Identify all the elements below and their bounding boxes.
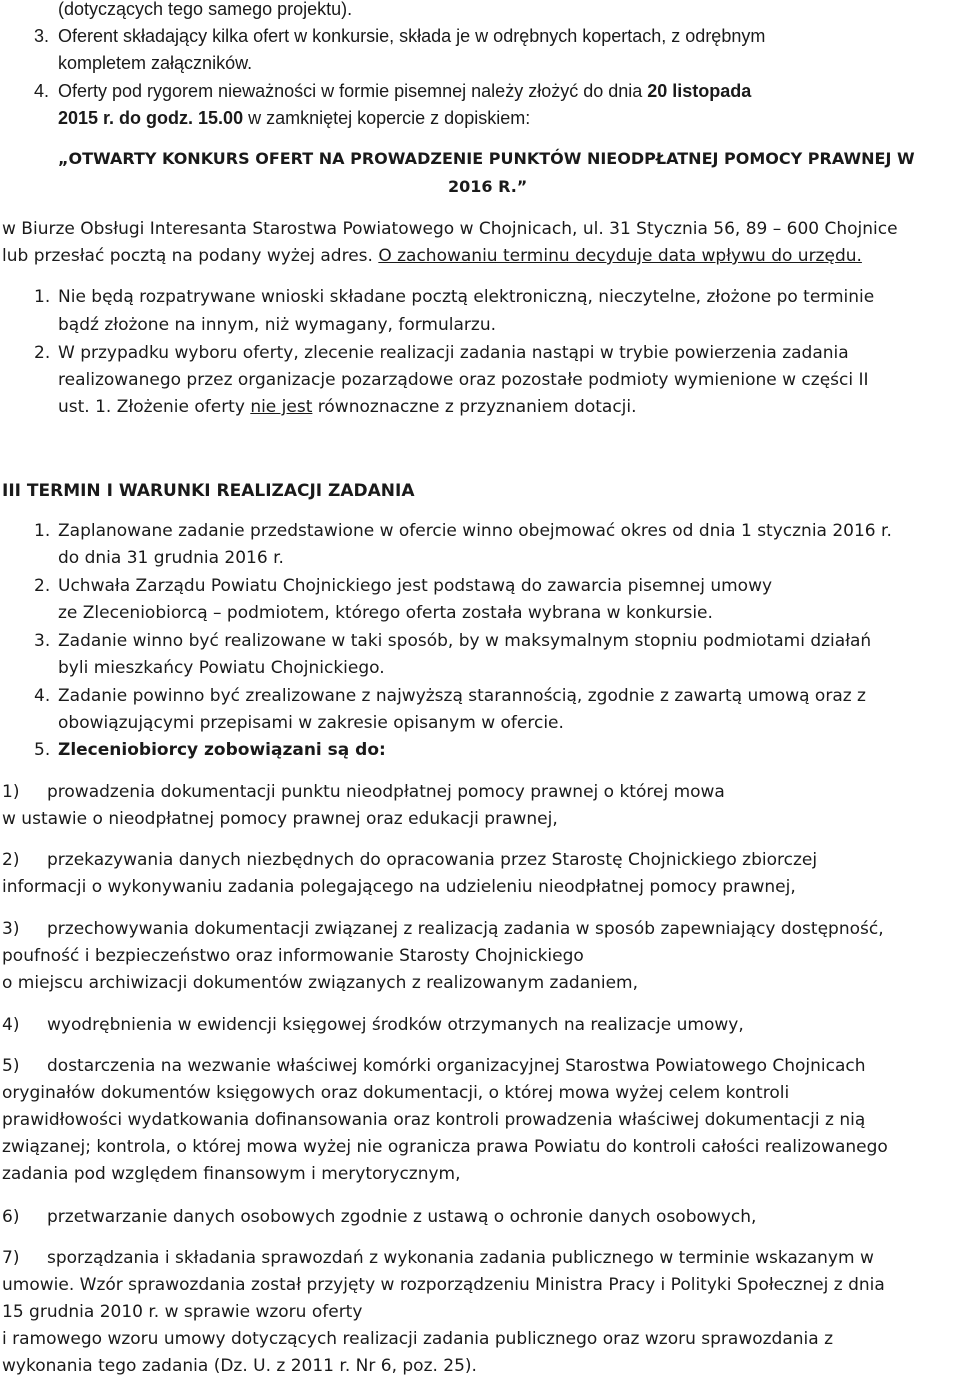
address-line (2, 243, 862, 269)
deadline-note: O zachowaniu terminu decyduje data wpływu do urzędu. (378, 246, 862, 266)
obligation-line: sporządzania i składania sprawozdań z wykonania zadania publicznego w terminie wskazanym w (47, 1248, 874, 1268)
term-line: Uchwała Zarządu Powiatu Chojnickiego jest podstawą do zawarcia pisemnej umowy (58, 576, 773, 596)
obligation-line: 15 grudnia 2010 r. w sprawie wzoru oferty (2, 1302, 363, 1322)
deadline-time: 2015 r. do godz. 15.00 (58, 108, 244, 128)
note-line (58, 394, 637, 420)
obligation-line: poufność i bezpieczeństwo oraz informowanie Starosty Chojnickiego (2, 946, 584, 966)
intro-item4-line (58, 105, 530, 131)
obligation-line: i ramowego wzoru umowy dotyczących realizacji zadania publicznego oraz wzoru sprawozdania z (2, 1329, 833, 1349)
term-line: ze Zleceniobiorcą – podmiotem, którego oferta została wybrana w konkursie. (58, 603, 713, 623)
term-line: Zaplanowane zadanie przedstawione w ofercie winno obejmować okres od dnia 1 stycznia 2016 r. (58, 521, 892, 541)
term-number: 2. (34, 576, 51, 596)
note-line: W przypadku wyboru oferty, zlecenie realizacji zadania nastąpi w trybie powierzenia zadania (58, 343, 849, 363)
intro-item4-line (58, 78, 751, 104)
obligation-line: przechowywania dokumentacji związanej z realizacją zadania w sposób zapewniający dostępność, (47, 919, 884, 939)
obligation-number: 4) (2, 1015, 20, 1035)
obligation-line: dostarczenia na wezwanie właściwej komórki organizacyjnej Starostwa Powiatowego Chojnicach (47, 1056, 866, 1076)
obligation-number: 6) (2, 1207, 20, 1227)
intro-text: Oferty pod rygorem nieważności w formie pisemnej należy złożyć do dnia (58, 81, 648, 101)
term-number: 5. (34, 740, 51, 760)
note-emphasis: nie jest (250, 397, 313, 417)
envelope-heading: 2016 R.” (448, 177, 528, 196)
obligation-line: wykonania tego zadania (Dz. U. z 2011 r. Nr 6, poz. 25). (2, 1356, 477, 1376)
note-text: równoznaczne z przyznaniem dotacji. (312, 397, 637, 417)
intro-item4-number: 4. (34, 81, 50, 101)
address-text: lub przesłać pocztą na podany wyżej adres. (2, 246, 379, 266)
term-line: byli mieszkańcy Powiatu Chojnickiego. (58, 658, 385, 678)
obligation-number: 2) (2, 850, 20, 870)
obligation-number: 7) (2, 1248, 20, 1268)
address-line: w Biurze Obsługi Interesanta Starostwa Powiatowego w Chojnicach, ul. 31 Stycznia 56, 89 – 600 Chojnice (2, 219, 898, 239)
deadline-date: 20 listopada (647, 81, 752, 101)
intro-item3-line: Oferent składający kilka ofert w konkursie, składa je w odrębnych kopertach, z odrębnym (58, 26, 766, 46)
obligation-line: związanej; kontrola, o której mowa wyżej nie ogranicza prawa Powiatu do kontroli całości realizowanego (2, 1137, 888, 1157)
obligation-line: prawidłowości wydatkowania dofinansowania oraz kontroli prowadzenia właściwej dokumentacji z nią (2, 1110, 866, 1130)
section-title: III TERMIN I WARUNKI REALIZACJI ZADANIA (2, 481, 415, 501)
intro-text: w zamkniętej kopercie z dopiskiem: (243, 108, 531, 128)
term-line: obowiązującymi przepisami w zakresie opisanym w ofercie. (58, 713, 564, 733)
term-line: Zleceniobiorcy zobowiązani są do: (58, 740, 386, 760)
intro-line: (dotyczących tego samego projektu). (58, 0, 353, 19)
obligation-line: o miejscu archiwizacji dokumentów związanych z realizowanym zadaniem, (2, 973, 638, 993)
term-line: Zadanie powinno być zrealizowane z najwyższą starannością, zgodnie z zawartą umową oraz z (58, 686, 866, 706)
obligation-line: informacji o wykonywaniu zadania polegającego na udzieleniu nieodpłatnej pomocy prawnej, (2, 877, 796, 897)
term-number: 4. (34, 686, 51, 706)
envelope-heading: „OTWARTY KONKURS OFERT NA PROWADZENIE PUNKTÓW NIEODPŁATNEJ POMOCY PRAWNEJ W (58, 149, 915, 168)
note-line: bądź złożone na innym, niż wymagany, formularzu. (58, 315, 496, 335)
note-number: 2. (34, 343, 51, 363)
obligation-line: przekazywania danych niezbędnych do opracowania przez Starostę Chojnickiego zbiorczej (47, 850, 818, 870)
obligation-number: 5) (2, 1056, 20, 1076)
obligation-number: 3) (2, 919, 20, 939)
intro-item3-number: 3. (34, 26, 50, 46)
term-number: 1. (34, 521, 51, 541)
intro-item3-line: kompletem załączników. (58, 53, 253, 73)
term-line: Zadanie winno być realizowane w taki sposób, by w maksymalnym stopniu podmiotami działań (58, 631, 872, 651)
obligation-line: wyodrębnienia w ewidencji księgowej środków otrzymanych na realizacje umowy, (47, 1015, 744, 1035)
obligation-line: przetwarzanie danych osobowych zgodnie z ustawą o ochronie danych osobowych, (47, 1207, 757, 1227)
obligation-line: umowie. Wzór sprawozdania został przyjęty w rozporządzeniu Ministra Pracy i Polityki Społecznej z dnia (2, 1275, 885, 1295)
term-number: 3. (34, 631, 51, 651)
obligation-line: w ustawie o nieodpłatnej pomocy prawnej oraz edukacji prawnej, (2, 809, 558, 829)
term-line: do dnia 31 grudnia 2016 r. (58, 548, 284, 568)
note-line: Nie będą rozpatrywane wnioski składane pocztą elektroniczną, nieczytelne, złożone po terminie (58, 287, 875, 307)
note-number: 1. (34, 287, 51, 307)
note-line: realizowanego przez organizacje pozarządowe oraz pozostałe podmioty wymienione w części II (58, 370, 869, 390)
obligation-line: zadania pod względem finansowym i merytorycznym, (2, 1164, 461, 1184)
obligation-line: oryginałów dokumentów księgowych oraz dokumentacji, o której mowa wyżej celem kontroli (2, 1083, 790, 1103)
obligation-number: 1) (2, 782, 20, 802)
obligation-line: prowadzenia dokumentacji punktu nieodpłatnej pomocy prawnej o której mowa (47, 782, 725, 802)
note-text: ust. 1. Złożenie oferty (58, 397, 251, 417)
